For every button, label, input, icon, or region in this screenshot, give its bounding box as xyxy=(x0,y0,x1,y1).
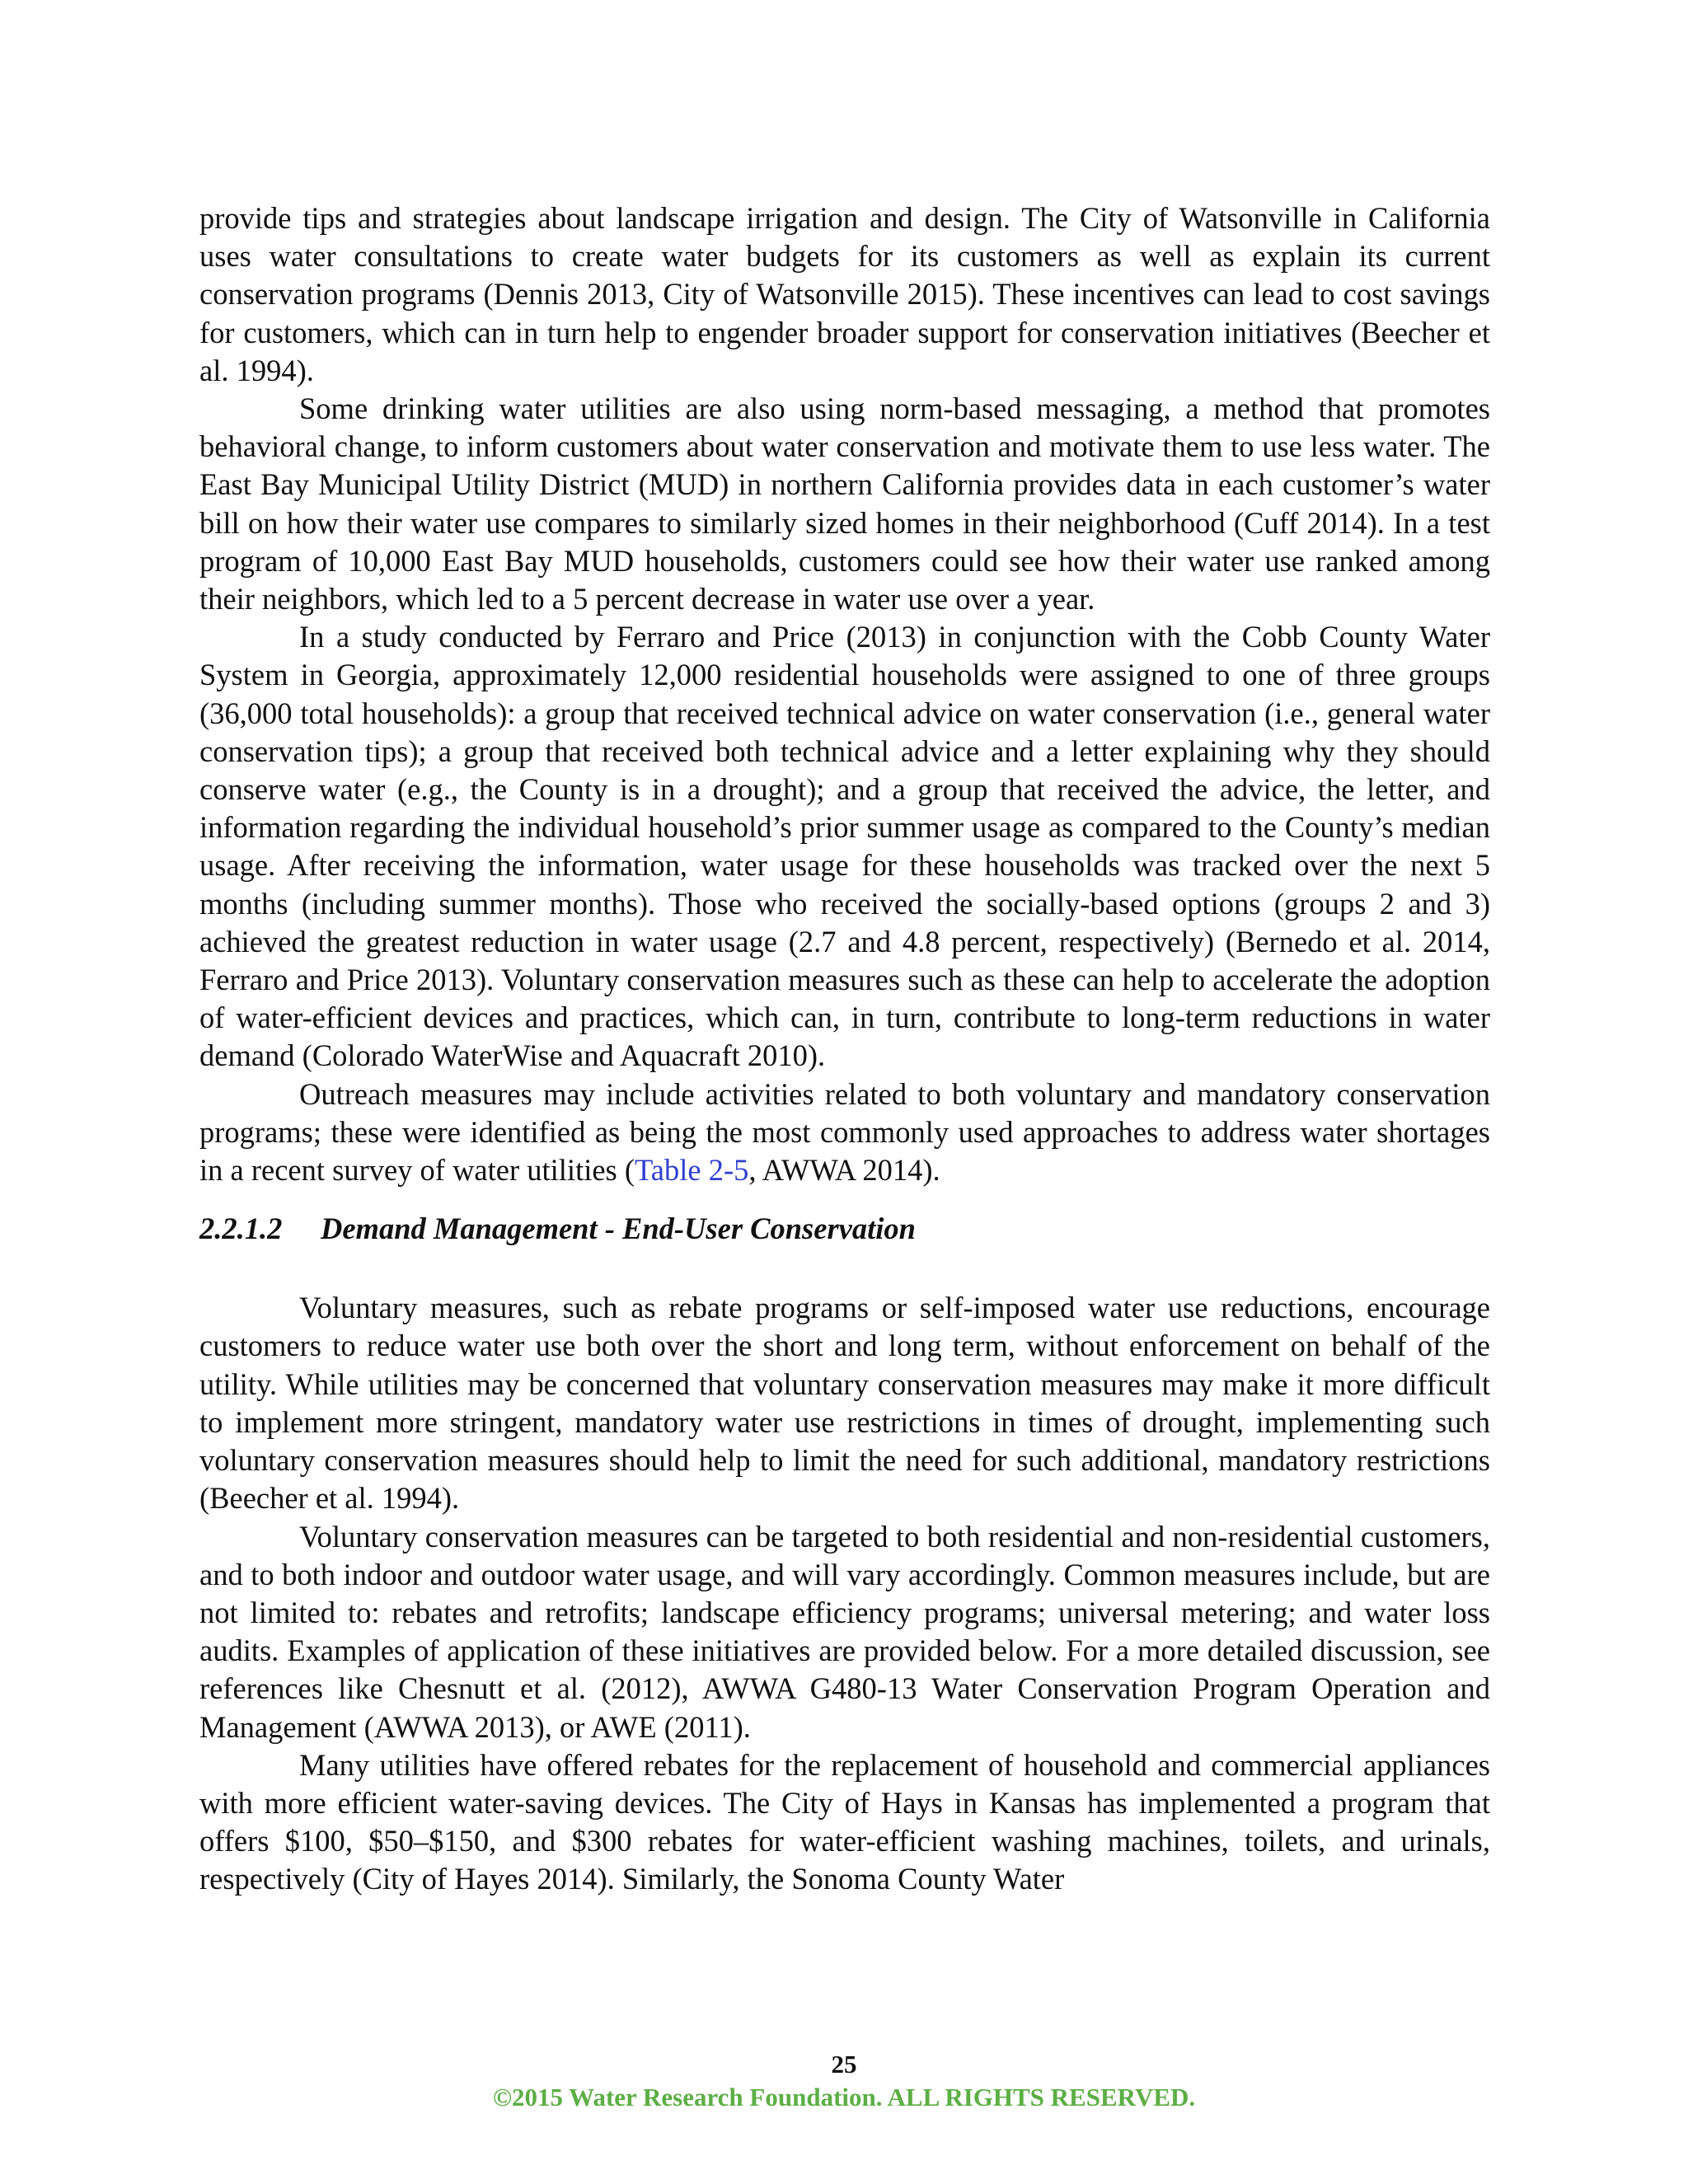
paragraph-4 xyxy=(199,1076,1490,1190)
paragraph-4-text-before: Outreach measures may include activities related to both voluntary and mandatory conservation programs; these were identified as being the most commonly used approaches to address water shortages in a recent survey of water utilities ( xyxy=(199,1076,1490,1188)
page-body xyxy=(199,199,1490,1899)
paragraph-5: Voluntary measures, such as rebate programs or self-imposed water use reductions, encourage customers to reduce water use both over the short and long term, without enforcement on behalf of the utility. While utilities may be concerned that voluntary conservation measures may make it more difficult to implement more stringent, mandatory water use restrictions in times of drought, implementing such voluntary conservation measures should help to limit the need for such additional, mandatory restrictions (Beecher et al. 1994). xyxy=(199,1291,1490,1516)
paragraph-4-text-after: , AWWA 2014). xyxy=(748,1153,940,1188)
paragraph-6: Voluntary conservation measures can be targeted to both residential and non-residential customers, and to both indoor and outdoor water usage, and will vary accordingly. Common measures include, but are not limited to: rebates and retrofits; landscape efficiency programs; universal metering; and water loss audits. Examples of application of these initiatives are provided below. For a more detailed discussion, see references like Chesnutt et al. (2012), AWWA G480-13 Water Conservation Program Operation and Management (AWWA 2013), or AWE (2011). xyxy=(199,1519,1490,1744)
paragraph-2: Some drinking water utilities are also using norm-based messaging, a method that promotes behavioral change, to inform customers about water conservation and motivate them to use less water. The East Bay Municipal Utility District (MUD) in northern California provides data in each customer’s water bill on how their water use compares to similarly sized homes in their neighborhood (Cuff 2014). In a test program of 10,000 East Bay MUD households, customers could see how their water use ranked among their neighbors, which led to a 5 percent decrease in water use over a year. xyxy=(199,391,1490,616)
paragraph-1: provide tips and strategies about landscape irrigation and design. The City of Watsonville in California uses water consultations to create water budgets for its customers as well as explain its current conservation programs (Dennis 2013, City of Watsonville 2015). These incentives can lead to cost savings for customers, which can in turn help to engender broader support for conservation initiatives (Beecher et al. 1994). xyxy=(199,201,1490,387)
section-title: Demand Management - End-User Conservation xyxy=(321,1212,916,1246)
paragraph-7: Many utilities have offered rebates for the replacement of household and commercial appliances with more efficient water-saving devices. The City of Hays in Kansas has implemented a program that offers $100, $50–$150, and $300 rebates for water-efficient washing machines, toilets, and urinals, respectively (City of Hayes 2014). Similarly, the Sonoma County Water xyxy=(199,1747,1490,1896)
page-number: 25 xyxy=(831,2050,857,2079)
section-number: 2.2.1.2 xyxy=(199,1212,283,1246)
section-heading xyxy=(199,1210,1490,1248)
table-2-5-link[interactable]: Table 2-5 xyxy=(635,1153,749,1188)
copyright-notice: ©2015 Water Research Foundation. ALL RIGHTS RESERVED. xyxy=(492,2083,1196,2111)
paragraph-3: In a study conducted by Ferraro and Price (2013) in conjunction with the Cobb County Water System in Georgia, approximately 12,000 residential households were assigned to one of three groups (36,000 total households): a group that received technical advice on water conservation (i.e., general water conservation tips); a group that received both technical advice and a letter explaining why they should conserve water (e.g., the County is in a drought); and a group that received the advice, the letter, and information regarding the individual household’s prior summer usage as compared to the County’s median usage. After receiving the information, water usage for these households was tracked over the next 5 months (including summer months). Those who received the socially-based options (groups 2 and 3) achieved the greatest reduction in water usage (2.7 and 4.8 percent, respectively) (Bernedo et al. 2014, Ferraro and Price 2013). Voluntary conservation measures such as these can help to accelerate the adoption of water-efficient devices and practices, which can, in turn, contribute to long-term reductions in water demand (Colorado WaterWise and Aquacraft 2010). xyxy=(199,620,1490,1073)
